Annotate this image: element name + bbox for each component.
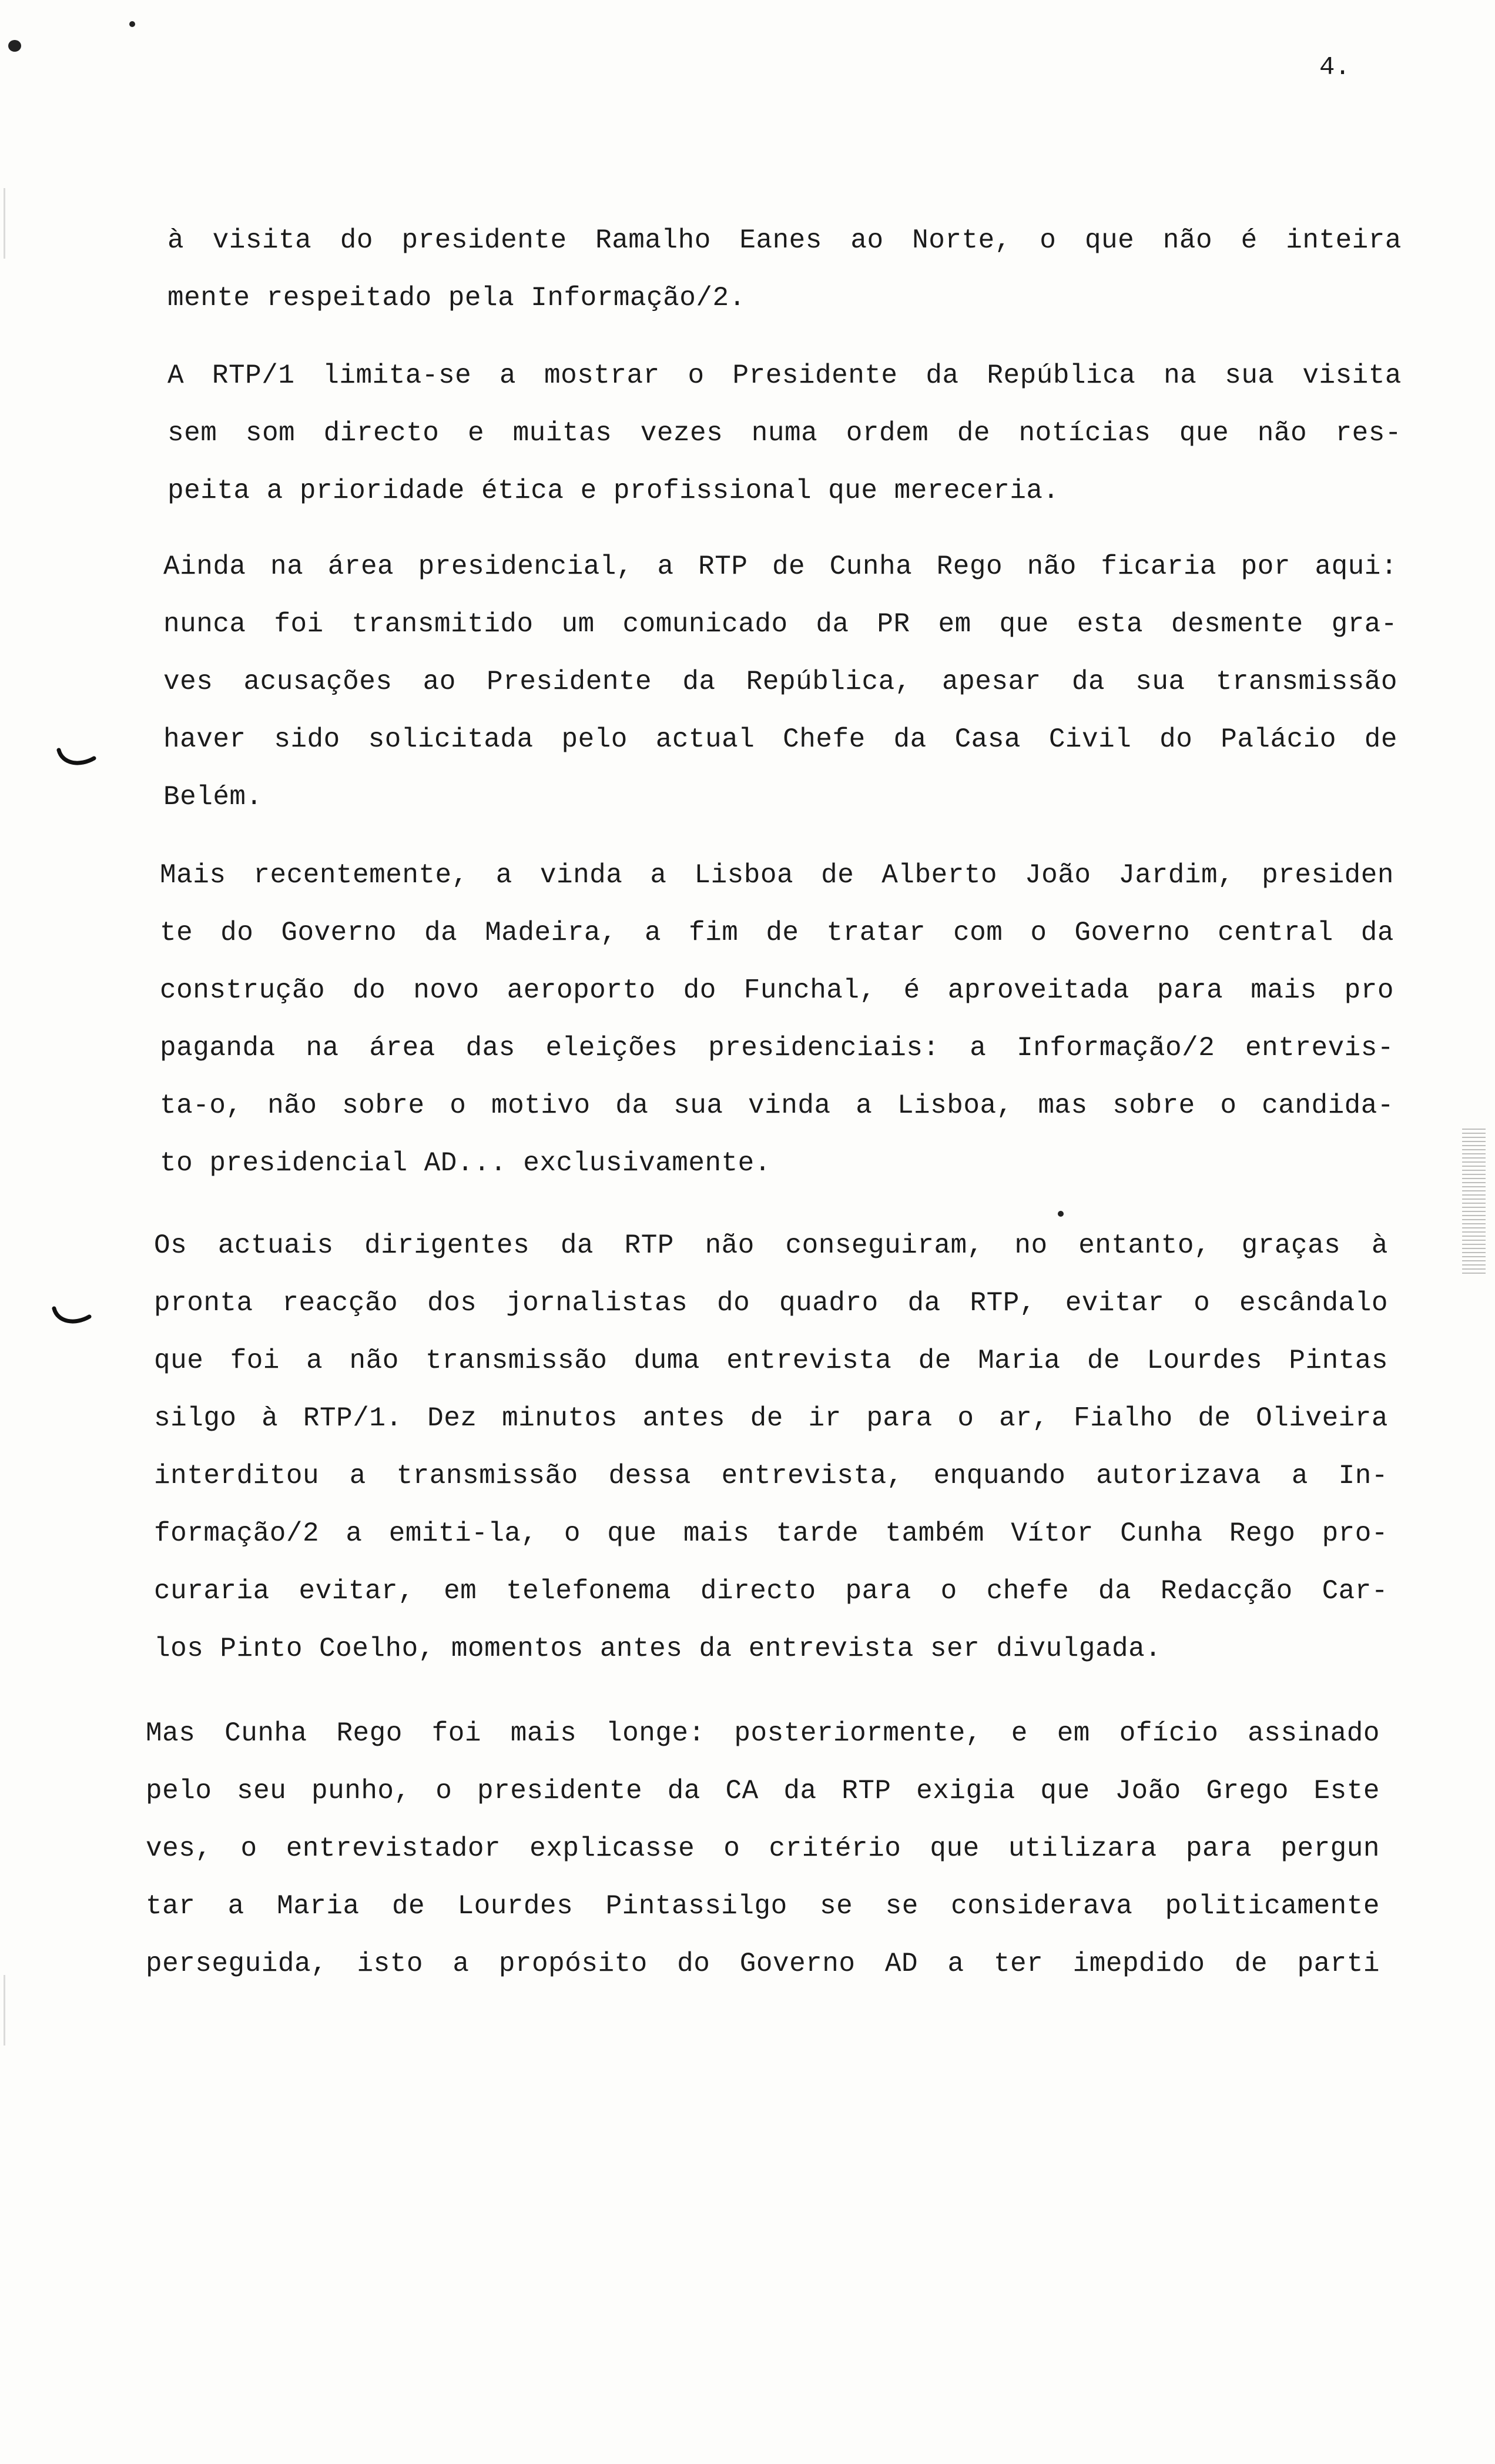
margin-shadow [4,1975,5,2045]
text-line: to presidencial AD... exclusivamente. [160,1148,771,1179]
margin-shadow [4,188,5,259]
scan-speck [8,40,21,52]
text-line: te do Governo da Madeira, a fim de tratar com o Governo central da [160,918,1394,948]
text-line: que foi a não transmissão duma entrevista de Maria de Lourdes Pintas [154,1345,1388,1376]
margin-check-mark [56,746,98,770]
paragraph-2 [167,347,1402,520]
text-line: haver sido solicitada pelo actual Chefe da Casa Civil do Palácio de [163,724,1397,755]
text-line: A RTP/1 limita-se a mostrar o Presidente da República na sua visita [167,360,1402,391]
text-line: Os actuais dirigentes da RTP não conseguiram, no entanto, graças à [154,1230,1388,1261]
text-line: pronta reacção dos jornalistas do quadro da RTP, evitar o escândalo [154,1288,1388,1318]
text-line: perseguida, isto a propósito do Governo AD a ter imepdido de parti [146,1949,1380,1979]
scan-speck [129,21,135,27]
text-line: pelo seu punho, o presidente da CA da RTP exigia que João Grego Este [146,1776,1380,1806]
paragraph-4 [160,846,1394,1192]
text-line: Belém. [163,782,263,812]
text-line: tar a Maria de Lourdes Pintassilgo se se considerava politicamente [146,1891,1380,1921]
text-line: Ainda na área presidencial, a RTP de Cunha Rego não ficaria por aqui: [163,551,1397,582]
text-line: Mas Cunha Rego foi mais longe: posteriormente, e em ofício assinado [146,1718,1380,1749]
text-line: ves, o entrevistador explicasse o critério que utilizara para pergun [146,1833,1380,1864]
text-line: curaria evitar, em telefonema directo para o chefe da Redacção Car- [154,1576,1388,1606]
text-line: sem som directo e muitas vezes numa ordem de notícias que não res- [167,418,1402,448]
text-line: formação/2 a emiti-la, o que mais tarde também Vítor Cunha Rego pro- [154,1518,1388,1549]
text-line: Mais recentemente, a vinda a Lisboa de Alberto João Jardim, presiden [160,860,1394,890]
scan-noise [1462,1129,1486,1275]
text-line: construção do novo aeroporto do Funchal, é aproveitada para mais pro [160,975,1394,1006]
paragraph-6 [146,1705,1380,1993]
scan-speck [1058,1211,1064,1217]
text-line: silgo à RTP/1. Dez minutos antes de ir para o ar, Fialho de Oliveira [154,1403,1388,1434]
text-line: mente respeitado pela Informação/2. [167,283,746,313]
text-line: peita a prioridade ética e profissional que mereceria. [167,476,1060,506]
text-line: los Pinto Coelho, momentos antes da entrevista ser divulgada. [154,1633,1162,1664]
text-line: nunca foi transmitido um comunicado da PR em que esta desmente gra- [163,609,1397,640]
text-line: ves acusações ao Presidente da República, apesar da sua transmissão [163,667,1397,697]
paragraph-3 [163,538,1397,826]
text-line: ta-o, não sobre o motivo da sua vinda a Lisboa, mas sobre o candida- [160,1090,1394,1121]
text-line: paganda na área das eleições presidenciais: a Informação/2 entrevis- [160,1033,1394,1063]
margin-check-mark [52,1305,93,1328]
text-line: à visita do presidente Ramalho Eanes ao Norte, o que não é inteira [167,225,1402,256]
paragraph-5 [154,1217,1388,1678]
page-number: 4. [1319,53,1350,82]
paragraph-1 [167,212,1402,327]
text-line: interditou a transmissão dessa entrevista, enquando autorizava a In- [154,1461,1388,1491]
